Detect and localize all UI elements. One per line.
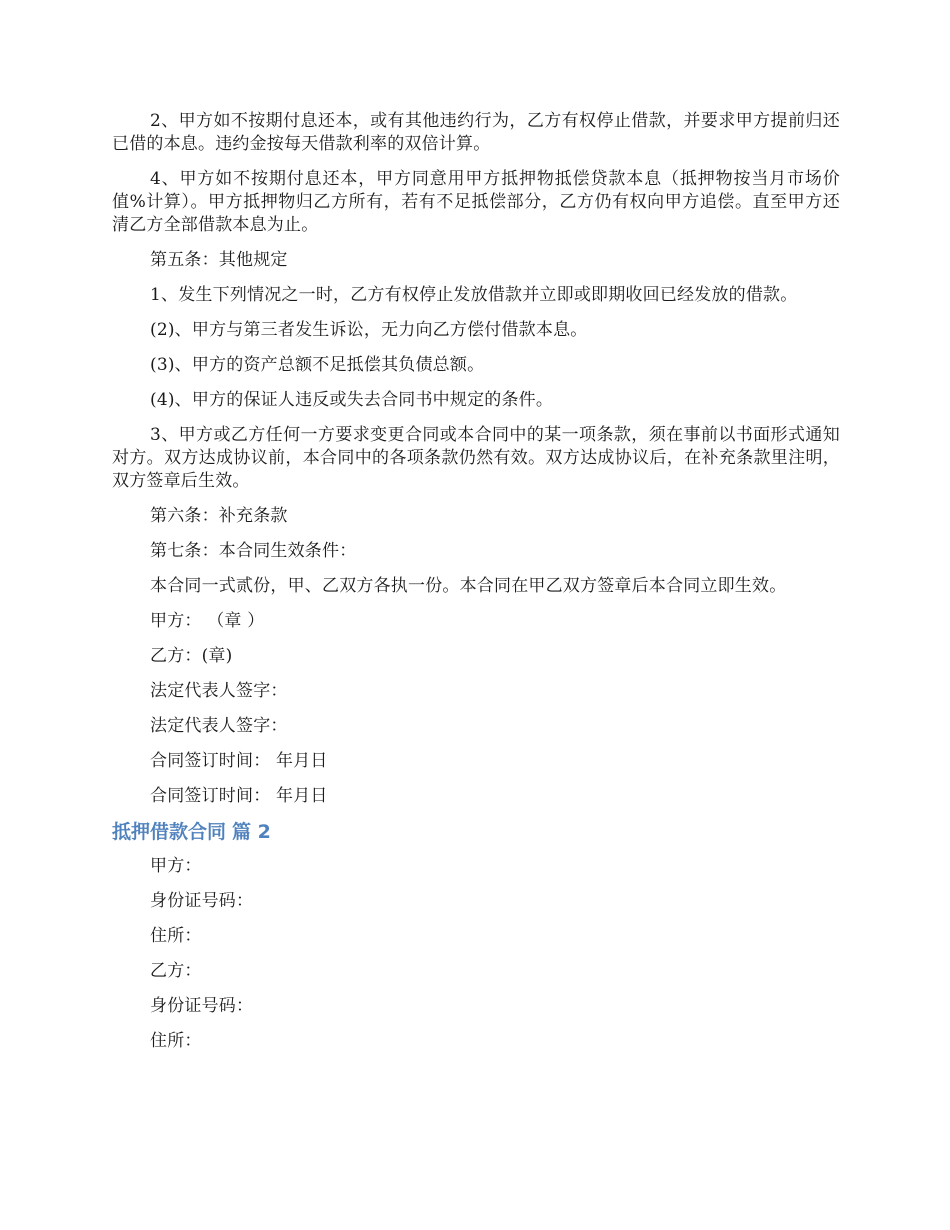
article-7-title: 第七条：本合同生效条件： [150,541,357,561]
article-5-intro: 1、发生下列情况之一时，乙方有权停止发放借款并立即或即期收回已经发放的借款。 [150,285,798,305]
party-field: 乙方： [150,961,202,981]
signature-line: 乙方：(章) [150,646,233,666]
article-6-title: 第六条：补充条款 [150,506,288,526]
signature-line: 甲方： （章 ） [150,611,265,631]
party-field: 住所： [150,1031,202,1051]
party-field: 身份证号码： [150,996,254,1016]
document-page [112,110,840,1065]
clause-4-paragraph: 4、甲方如不按期付息还本，甲方同意用甲方抵押物抵偿贷款本息（抵押物按当月市场价值%计算）。甲方抵押物归乙方所有，若有不足抵偿部分，乙方仍有权向甲方追偿。直至甲方还清乙方全部借款本息为止。 [112,169,840,235]
signature-line: 合同签订时间： 年月日 [150,751,328,771]
party-field: 甲方： [150,856,202,876]
signature-line: 法定代表人签字： [150,716,288,736]
section-heading-title: 抵押借款合同 [112,821,227,843]
party-field: 身份证号码： [150,891,254,911]
signature-line: 合同签订时间： 年月日 [150,786,328,806]
section-heading-number: 篇 2 [232,821,271,843]
article-5-clause-3: 3、甲方或乙方任何一方要求变更合同或本合同中的某一项条款，须在事前以书面形式通知对方。双方达成协议前，本合同中的各项条款仍然有效。双方达成协议后，在补充条款里注明，双方签章后生效。 [112,425,840,491]
signature-line: 法定代表人签字： [150,681,288,701]
article-5-item: (3)、甲方的资产总额不足抵偿其负债总额。 [150,355,485,375]
article-7-text: 本合同一式贰份，甲、乙双方各执一份。本合同在甲乙双方签章后本合同立即生效。 [150,576,787,596]
article-5-item: (4)、甲方的保证人违反或失去合同书中规定的条件。 [150,390,554,410]
party-field: 住所： [150,926,202,946]
article-5-item: (2)、甲方与第三者发生诉讼，无力向乙方偿付借款本息。 [150,320,588,340]
section-heading [112,820,840,845]
article-5-title: 第五条：其他规定 [150,250,288,270]
clause-2-paragraph: 2、甲方如不按期付息还本，或有其他违约行为，乙方有权停止借款，并要求甲方提前归还已借的本息。违约金按每天借款利率的双倍计算。 [112,111,840,154]
